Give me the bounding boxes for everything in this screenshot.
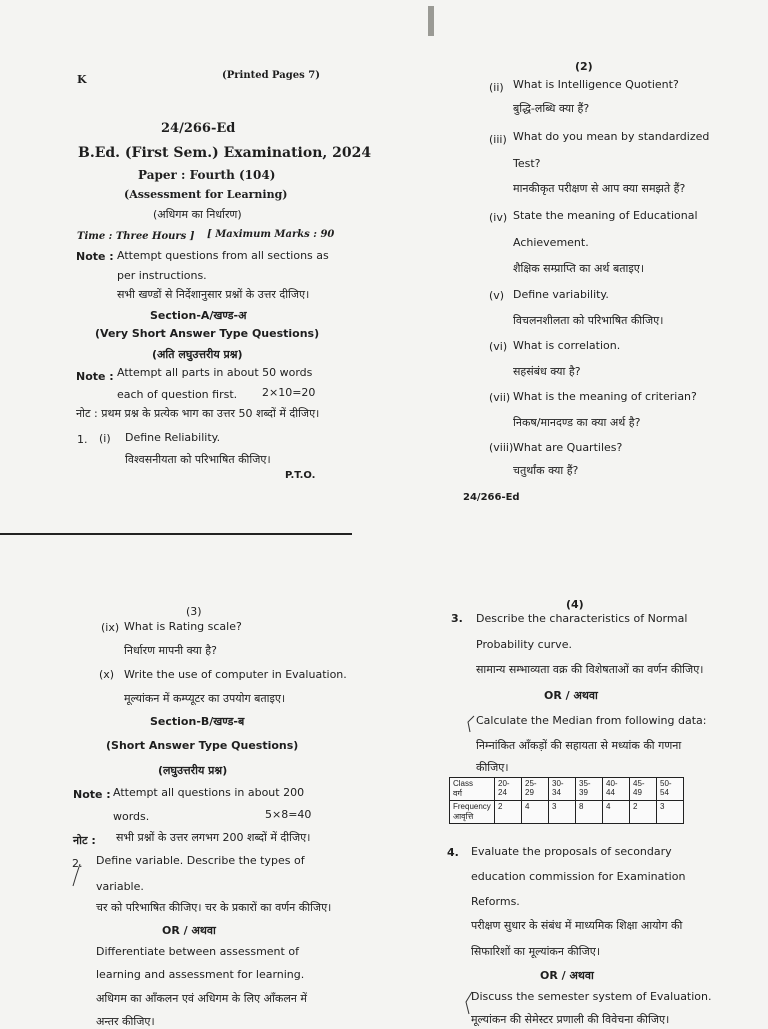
note-line-1: Attempt questions from all sections as [117,249,329,262]
q2-alt-hindi-1: अधिगम का आँकलन एवं अधिगम के लिए आँकलन में [96,992,307,1005]
q4-hindi-1: परीक्षण सुधार के संबंध में माध्यमिक शिक्षा आयोग की [471,919,683,932]
q2-alt-line-1: Differentiate between assessment of [96,945,299,958]
time-label: Time : Three Hours ] [77,231,195,242]
q-iii-hindi: मानकीकृत परीक्षण से आप क्या समझते हैं? [513,182,686,195]
note-line-2: per instructions. [117,269,207,282]
q1-text: Define Reliability. [125,431,221,444]
note2-marks: 2×10=20 [262,386,316,399]
note-b-hindi: सभी प्रश्नों के उत्तर लगभग 200 शब्दों में दीजिए। [116,831,311,844]
vsa-heading-hindi: (अति लघुउत्तरीय प्रश्न) [152,348,243,361]
note-b-marks: 5×8=40 [265,808,312,821]
q4-number: 4. [447,846,459,859]
q4-line-1: Evaluate the proposals of secondary [471,845,672,858]
q-vii-text: What is the meaning of criterian? [513,390,697,403]
q-vi-num: (vi) [489,340,508,353]
frequency-cell: 2 [630,801,657,824]
note2-label: Note : [76,370,114,383]
q3-line-1: Describe the characteristics of Normal [476,612,688,625]
q2-line-1: Define variable. Describe the types of [96,854,305,867]
frequency-cell: 2 [495,801,522,824]
frequency-table [449,777,684,824]
exam-title: B.Ed. (First Sem.) Examination, 2024 [78,145,372,161]
q3-line-2: Probability curve. [476,638,572,651]
sa-heading-hindi: (लघुउत्तरीय प्रश्न) [158,764,228,777]
table-row [450,778,684,801]
q-x-hindi: मूल्यांकन में कम्प्यूटर का उपयोग बताइए। [124,692,286,705]
q-iv-hindi: शैक्षिक सम्प्राप्ति का अर्थ बताइए। [513,262,644,275]
q-ii-num: (ii) [489,81,504,94]
section-b-heading: Section-B/खण्ड-ब [150,715,245,728]
q3-alt-hindi-2: कीजिए। [476,761,509,774]
q-viii-text: What are Quartiles? [513,441,623,454]
note-b-label: Note : [73,788,111,801]
q3-or: OR / अथवा [544,689,598,702]
q-vi-text: What is correlation. [513,339,621,352]
q2-hindi: चर को परिभाषित कीजिए। चर के प्रकारों का वर्णन कीजिए। [96,901,332,914]
page2-footer-code: 24/266-Ed [463,492,520,503]
q-iv-text: State the meaning of Educational [513,209,698,222]
q-x-text: Write the use of computer in Evaluation. [124,668,347,681]
q2-number: 2. [72,857,83,870]
q-ii-hindi: बुद्धि-लब्धि क्या हैं? [513,102,590,115]
q-v-text: Define variability. [513,288,609,301]
pen-tick-mark [70,862,84,890]
frequency-cell: 3 [549,801,576,824]
pen-tick-mark [464,714,476,734]
q3-alt-hindi-1: निम्नांकित आँकड़ों की सहायता से मध्यांक की गणना [476,739,682,752]
paper-number: Paper : Fourth (104) [138,168,276,182]
subject-title-hindi: (अधिगम का निर्धारण) [153,208,242,221]
q4-alt-hindi: मूल्यांकन की सेमेस्टर प्रणाली की विवेचना कीजिए। [471,1013,670,1026]
q4-line-3: Reforms. [471,895,520,908]
q4-or: OR / अथवा [540,969,594,982]
note-label: Note : [76,250,114,263]
q-iii-text: What do you mean by standardized [513,130,710,143]
class-cell: 45-49 [630,778,657,801]
class-cell: 20-24 [495,778,522,801]
note-hindi: सभी खण्डों से निर्देशानुसार प्रश्नों के उत्तर दीजिए। [117,288,310,301]
q-ii-text: What is Intelligence Quotient? [513,78,679,91]
q-vii-num: (vii) [489,391,511,404]
note-b-line-1: Attempt all questions in about 200 [113,786,305,799]
vsa-heading: (Very Short Answer Type Questions) [95,327,320,340]
q4-hindi-2: सिफारिशों का मूल्यांकन कीजिए। [471,945,601,958]
section-a-heading: Section-A/खण्ड-अ [150,309,247,322]
scan-edge-top [428,6,434,36]
class-cell: 30-34 [549,778,576,801]
q3-hindi: सामान्य सम्भाव्यता वक्र की विशेषताओं का वर्णन कीजिए। [476,663,704,676]
q-ix-num: (ix) [101,621,120,634]
q2-alt-hindi-2: अन्तर कीजिए। [96,1015,155,1028]
paper-set-letter: K [77,73,87,86]
q4-line-2: education commission for Examination [471,870,686,883]
class-cell: 40-44 [603,778,630,801]
q1-number: 1. [77,433,88,446]
q1-part: (i) [99,432,111,445]
q-viii-num: (viii) [489,441,514,454]
q-vi-hindi: सहसंबंध क्या है? [513,365,581,378]
note-b-hindi-label: नोट : [73,834,96,847]
pto: P.T.O. [285,470,316,481]
q-x-num: (x) [99,668,115,681]
class-cell: 25-29 [522,778,549,801]
note2-hindi: नोट : प्रथम प्रश्न के प्रत्येक भाग का उत्तर 50 शब्दों में दीजिए। [76,407,320,420]
page4-number: (4) [566,598,584,611]
q-v-hindi: विचलनशीलता को परिभाषित कीजिए। [513,314,664,327]
q-iv-num: (iv) [489,211,508,224]
frequency-header-cell: Frequency आवृत्ति [450,801,495,824]
class-cell: 35-39 [576,778,603,801]
frequency-cell: 4 [522,801,549,824]
max-marks: [ Maximum Marks : 90 [207,229,335,240]
sa-heading: (Short Answer Type Questions) [106,739,299,752]
q-viii-hindi: चतुर्थांक क्या हैं? [513,464,579,477]
page3-number: (3) [186,605,202,618]
q-ix-text: What is Rating scale? [124,620,242,633]
subject-title: (Assessment for Learning) [124,188,288,201]
q3-alt-line-1: Calculate the Median from following data: [476,714,707,727]
frequency-cell: 3 [657,801,684,824]
page1-bottom-rule [0,533,352,535]
class-header-cell: Class वर्ग [450,778,495,801]
q-iii-text-2: Test? [513,157,541,170]
frequency-cell: 8 [576,801,603,824]
note2-line-1: Attempt all parts in about 50 words [117,366,313,379]
note-b-line-2: words. [113,810,150,823]
q-iii-num: (iii) [489,133,507,146]
q-iv-text-2: Achievement. [513,236,589,249]
page2-number: (2) [575,60,593,73]
q2-line-2: variable. [96,880,144,893]
paper-code: 24/266-Ed [161,121,236,136]
q1-text-hindi: विश्वसनीयता को परिभाषित कीजिए। [125,453,271,466]
q3-number: 3. [451,612,463,625]
table-row [450,801,684,824]
q2-alt-line-2: learning and assessment for learning. [96,968,305,981]
q2-or: OR / अथवा [162,924,216,937]
q-vii-hindi: निकष/मानदण्ड का क्या अर्थ है? [513,416,641,429]
q-v-num: (v) [489,289,505,302]
class-cell: 50-54 [657,778,684,801]
q4-alt-line-1: Discuss the semester system of Evaluation. [471,990,712,1003]
printed-pages: (Printed Pages 7) [222,70,320,81]
note2-line-2: each of question first. [117,388,238,401]
frequency-cell: 4 [603,801,630,824]
q-ix-hindi: निर्धारण मापनी क्या है? [124,644,217,657]
